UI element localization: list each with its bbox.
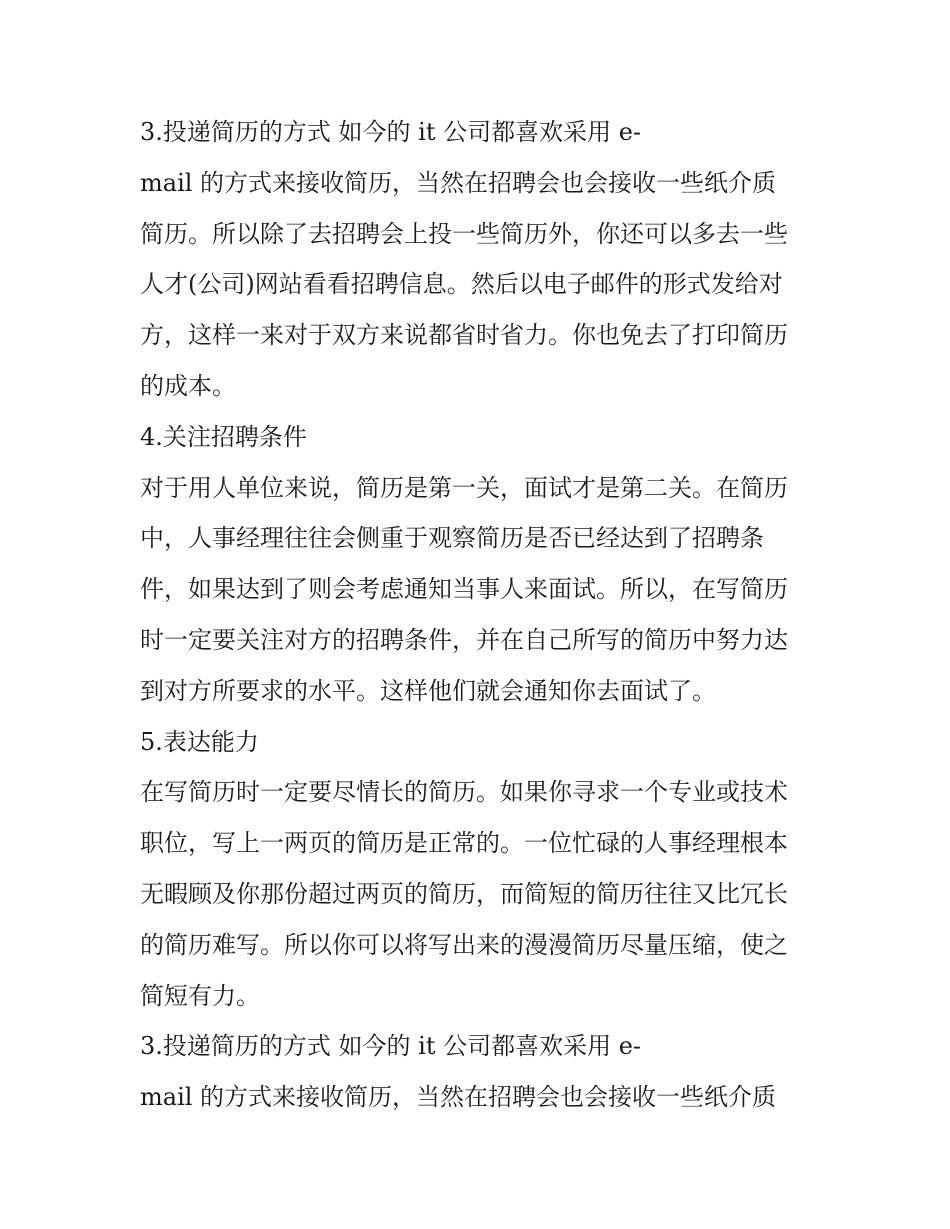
section-heading-delivery: 3.投递简历的方式 如今的 it 公司都喜欢采用 e- (140, 118, 642, 146)
paragraph-line: 在写简历时一定要尽情长的简历。如果你寻求一个专业或技术 (140, 778, 788, 807)
paragraph-line: 简历。所以除了去招聘会上投一些简历外，你还可以多去一些 (140, 219, 788, 248)
section-heading-delivery-repeat: 3.投递简历的方式 如今的 it 公司都喜欢采用 e- (140, 1032, 642, 1061)
paragraph-line: 无暇顾及你那份超过两页的简历，而简短的简历往往又比冗长 (140, 879, 788, 908)
document-body (140, 107, 820, 1123)
paragraph-line: 方，这样一来对于双方来说都省时省力。你也免去了打印简历 (140, 321, 788, 350)
paragraph-line: 到对方所要求的水平。这样他们就会通知你去面试了。 (140, 676, 716, 705)
paragraph-line: 对于用人单位来说，简历是第一关，面试才是第二关。在简历 (140, 473, 788, 502)
paragraph-line: 简短有力。 (140, 981, 260, 1010)
paragraph-line: mail 的方式来接收简历，当然在招聘会也会接收一些纸介质 (140, 168, 777, 197)
paragraph-line: 中，人事经理往往会侧重于观察简历是否已经达到了招聘条 (140, 524, 764, 553)
section-heading-expression: 5.表达能力 (140, 727, 259, 756)
paragraph-line: 时一定要关注对方的招聘条件，并在自己所写的简历中努力达 (140, 625, 788, 654)
paragraph-line: 职位，写上一两页的简历是正常的。一位忙碌的人事经理根本 (140, 829, 788, 858)
section-heading-conditions: 4.关注招聘条件 (140, 422, 307, 451)
paragraph-line: 的简历难写。所以你可以将写出来的漫漫简历尽量压缩，使之 (140, 930, 788, 959)
paragraph-line: mail 的方式来接收简历，当然在招聘会也会接收一些纸介质 (140, 1083, 777, 1112)
paragraph-line: 人才(公司)网站看看招聘信息。然后以电子邮件的形式发给对 (140, 270, 783, 299)
paragraph-line: 的成本。 (140, 371, 236, 400)
paragraph-line: 件，如果达到了则会考虑通知当事人来面试。所以，在写简历 (140, 575, 788, 604)
